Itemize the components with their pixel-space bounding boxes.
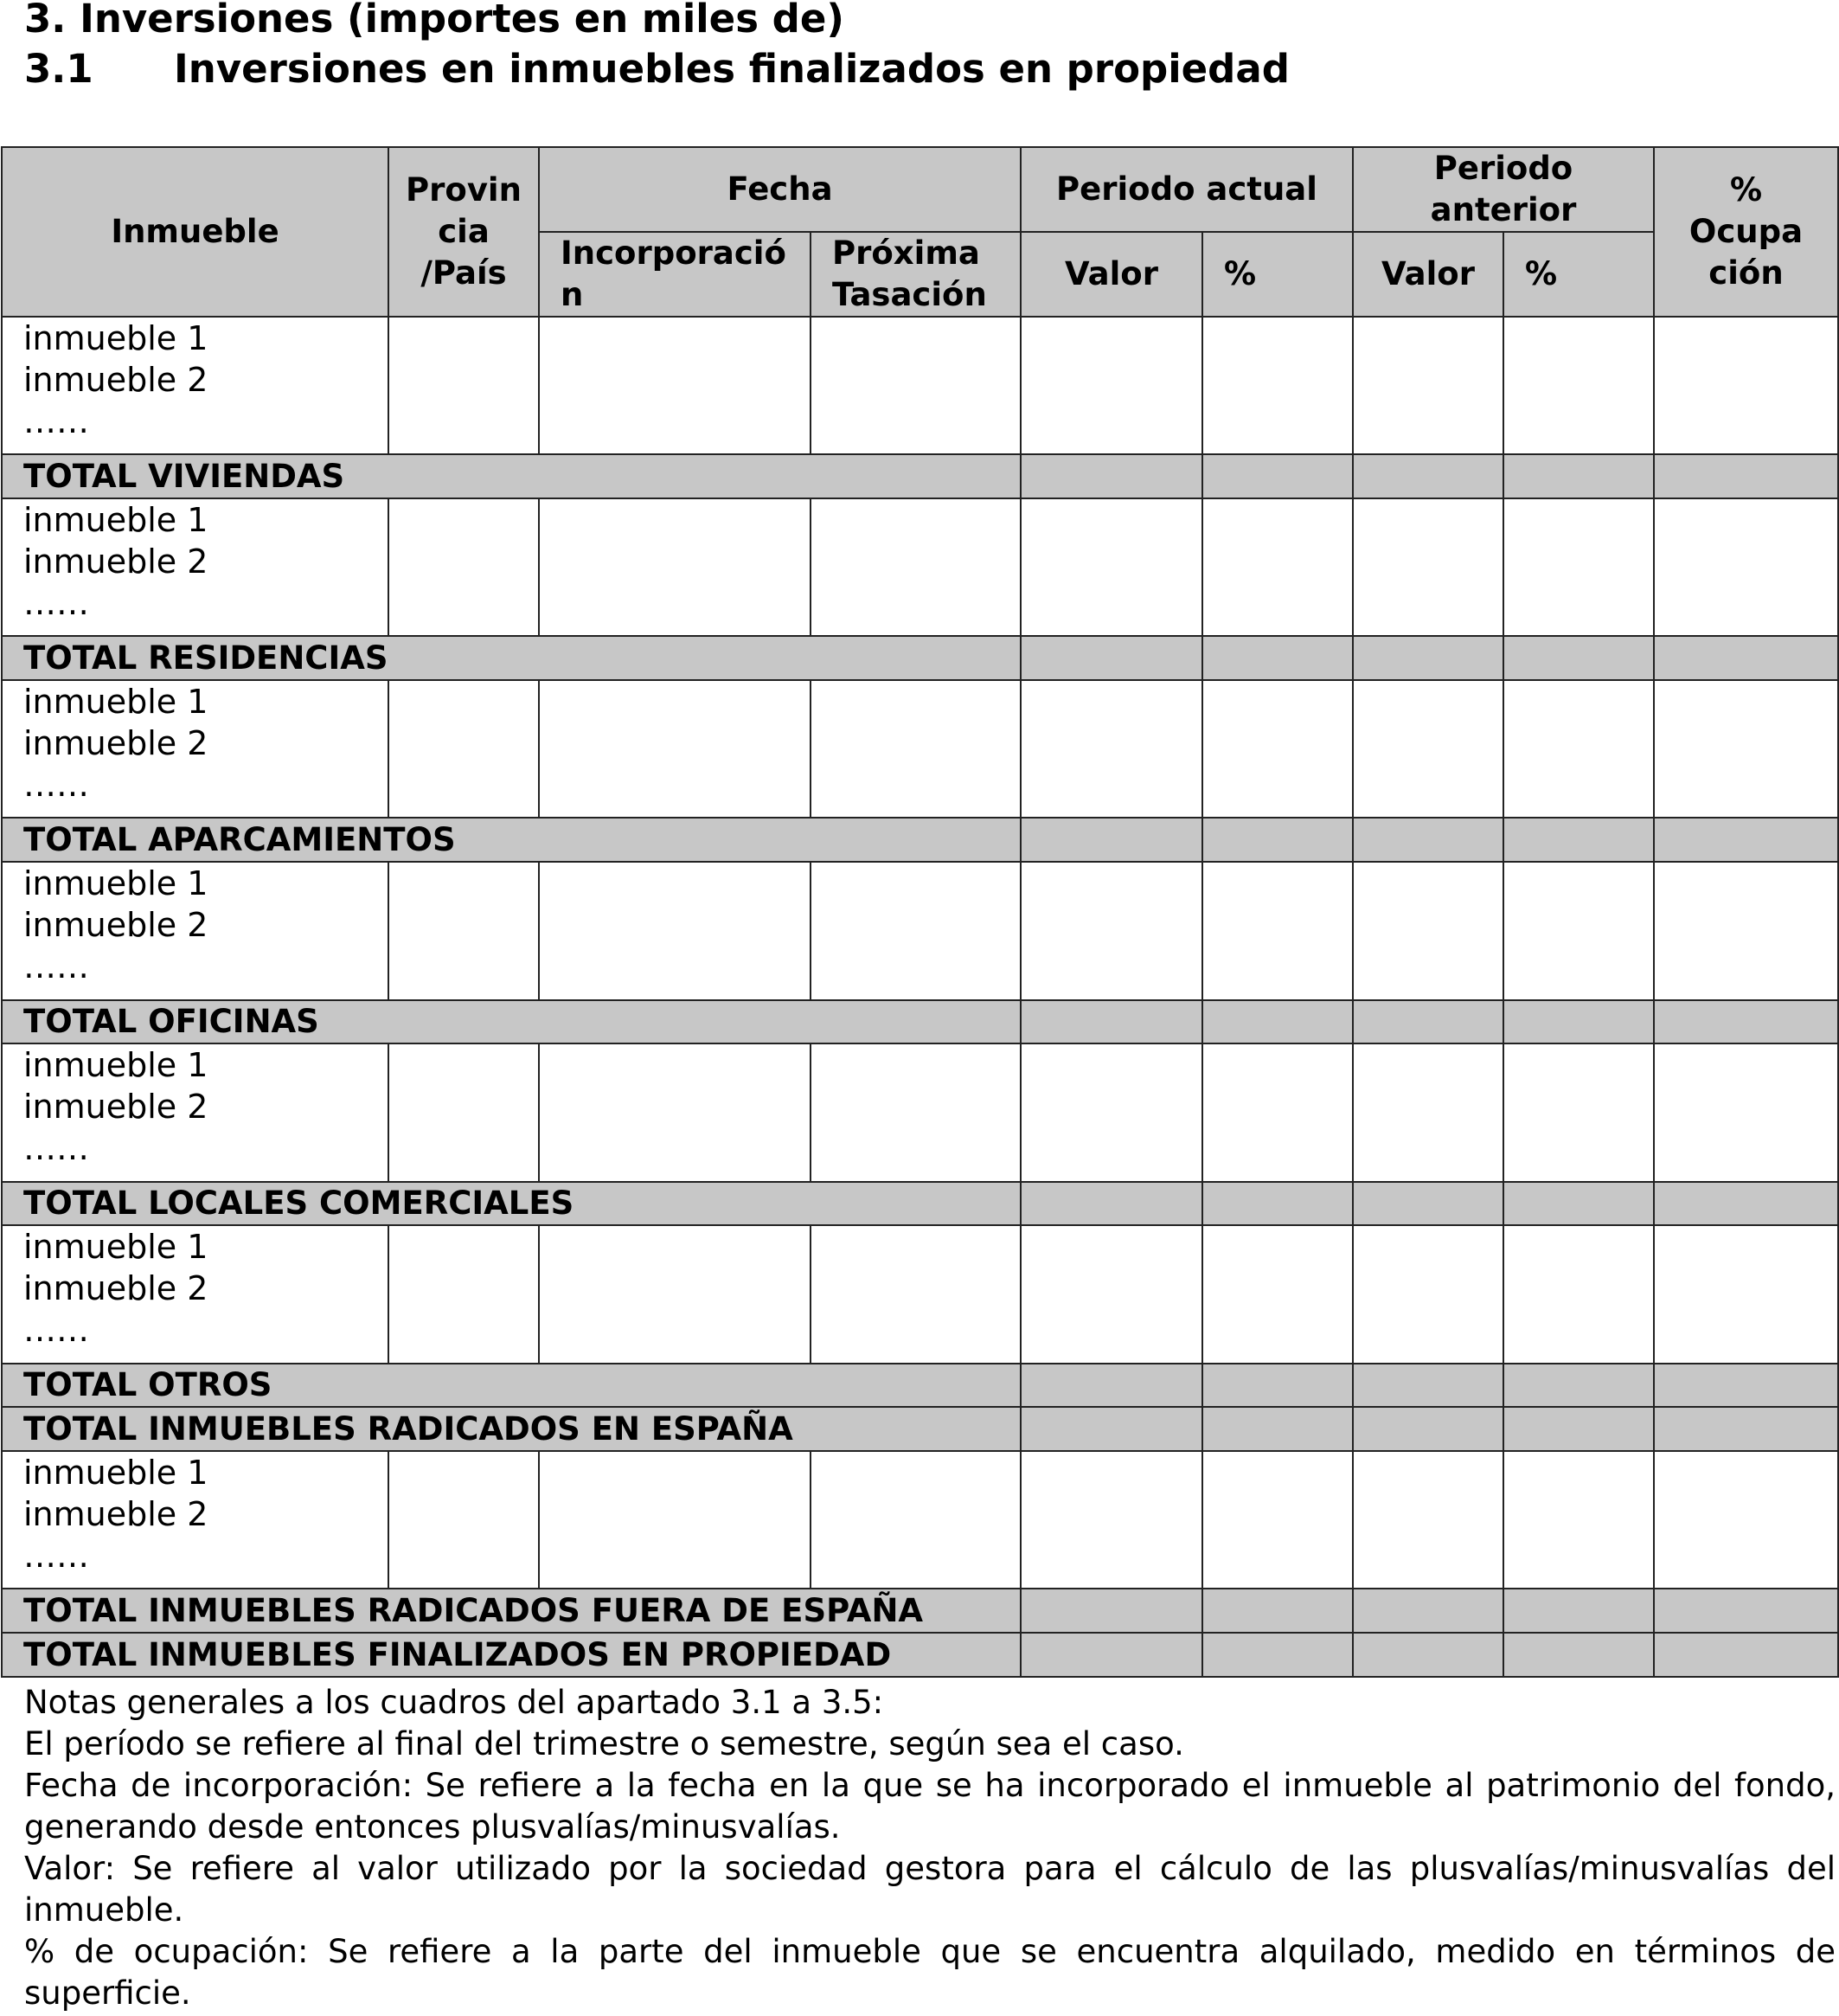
table-row [2,862,1838,999]
total-aparcamientos-label: TOTAL APARCAMIENTOS [2,818,1021,862]
table-row [2,317,1838,454]
subsection-title [24,45,1290,93]
subsection-title-text: Inversiones en inmuebles finalizados en propiedad [174,46,1290,92]
header-inmueble: Inmueble [2,147,388,317]
table-row [2,1451,1838,1589]
total-row [2,1407,1838,1451]
total-viviendas-label: TOTAL VIVIENDAS [2,454,1021,498]
total-otros-label: TOTAL OTROS [2,1364,1021,1408]
total-row [2,1000,1838,1044]
investments-table [1,146,1839,1678]
total-fuera-label: TOTAL INMUEBLES RADICADOS FUERA DE ESPAÑA [2,1589,1021,1633]
inmueble-list: inmueble 1 inmueble 2 …… [2,680,388,818]
subsection-number: 3.1 [24,46,93,92]
header-pct-anterior: % [1503,232,1654,317]
pct-anterior-cell[interactable] [1503,317,1654,454]
note-ocupacion: % de ocupación: Se refiere a la parte del inmueble que se encuentra alquilado, medido en términos de superficie. [24,1933,1836,2012]
inmueble-list: inmueble 1 inmueble 2 …… [2,317,388,454]
section-title [24,0,844,43]
header-periodo-actual: Periodo actual [1021,147,1353,232]
section-title-text: 3. Inversiones (importes en miles de) [24,0,844,42]
header-fecha: Fecha [539,147,1021,232]
total-row [2,1364,1838,1408]
total-row [2,454,1838,498]
header-provincia: Provin cia /País [388,147,539,317]
valor-actual-cell[interactable] [1021,317,1202,454]
header-pct-actual: % [1202,232,1353,317]
inmueble-list: inmueble 1 inmueble 2 …… [2,1451,388,1589]
inmueble-list: inmueble 1 inmueble 2 …… [2,1225,388,1363]
total-row [2,636,1838,680]
provincia-cell[interactable] [388,317,539,454]
note-periodo: El período se refiere al final del trimestre o semestre, según sea el caso. [24,1725,1184,1762]
table-row [2,1043,1838,1181]
notes-heading: Notas generales a los cuadros del apartado 3.1 a 3.5: [24,1684,884,1721]
total-row [2,1633,1838,1677]
incorporacion-cell[interactable] [539,317,811,454]
inmueble-list: inmueble 1 inmueble 2 …… [2,862,388,999]
note-fecha-incorporacion: Fecha de incorporación: Se refiere a la fecha en la que se ha incorporado el inmueble al patrimonio del fondo, generando desde entonces plusvalías/minusvalías. [24,1767,1836,1846]
header-periodo-anterior: Periodo anterior [1353,147,1654,232]
header-incorporacion: Incorporació n [539,232,811,317]
ocupacion-cell[interactable] [1654,317,1838,454]
header-valor-actual: Valor [1021,232,1202,317]
total-propiedad-label: TOTAL INMUEBLES FINALIZADOS EN PROPIEDAD [2,1633,1021,1677]
header-valor-anterior: Valor [1353,232,1503,317]
general-notes [24,1682,1836,2014]
table-row [2,680,1838,818]
table-row [2,498,1838,636]
proxima-tasacion-cell[interactable] [811,317,1021,454]
inmueble-list: inmueble 1 inmueble 2 …… [2,498,388,636]
pct-actual-cell[interactable] [1202,317,1353,454]
header-proxima-tasacion: Próxima Tasación [811,232,1021,317]
total-row [2,1589,1838,1633]
total-oficinas-label: TOTAL OFICINAS [2,1000,1021,1044]
total-locales-label: TOTAL LOCALES COMERCIALES [2,1182,1021,1226]
total-row [2,818,1838,862]
total-residencias-label: TOTAL RESIDENCIAS [2,636,1021,680]
note-valor: Valor: Se refiere al valor utilizado por la sociedad gestora para el cálculo de las plusvalías/minusvalías del inmueble. [24,1850,1836,1929]
total-espana-label: TOTAL INMUEBLES RADICADOS EN ESPAÑA [2,1407,1021,1451]
valor-anterior-cell[interactable] [1353,317,1503,454]
total-row [2,1182,1838,1226]
table-row [2,1225,1838,1363]
inmueble-list: inmueble 1 inmueble 2 …… [2,1043,388,1181]
header-ocupacion: % Ocupa ción [1654,147,1838,317]
